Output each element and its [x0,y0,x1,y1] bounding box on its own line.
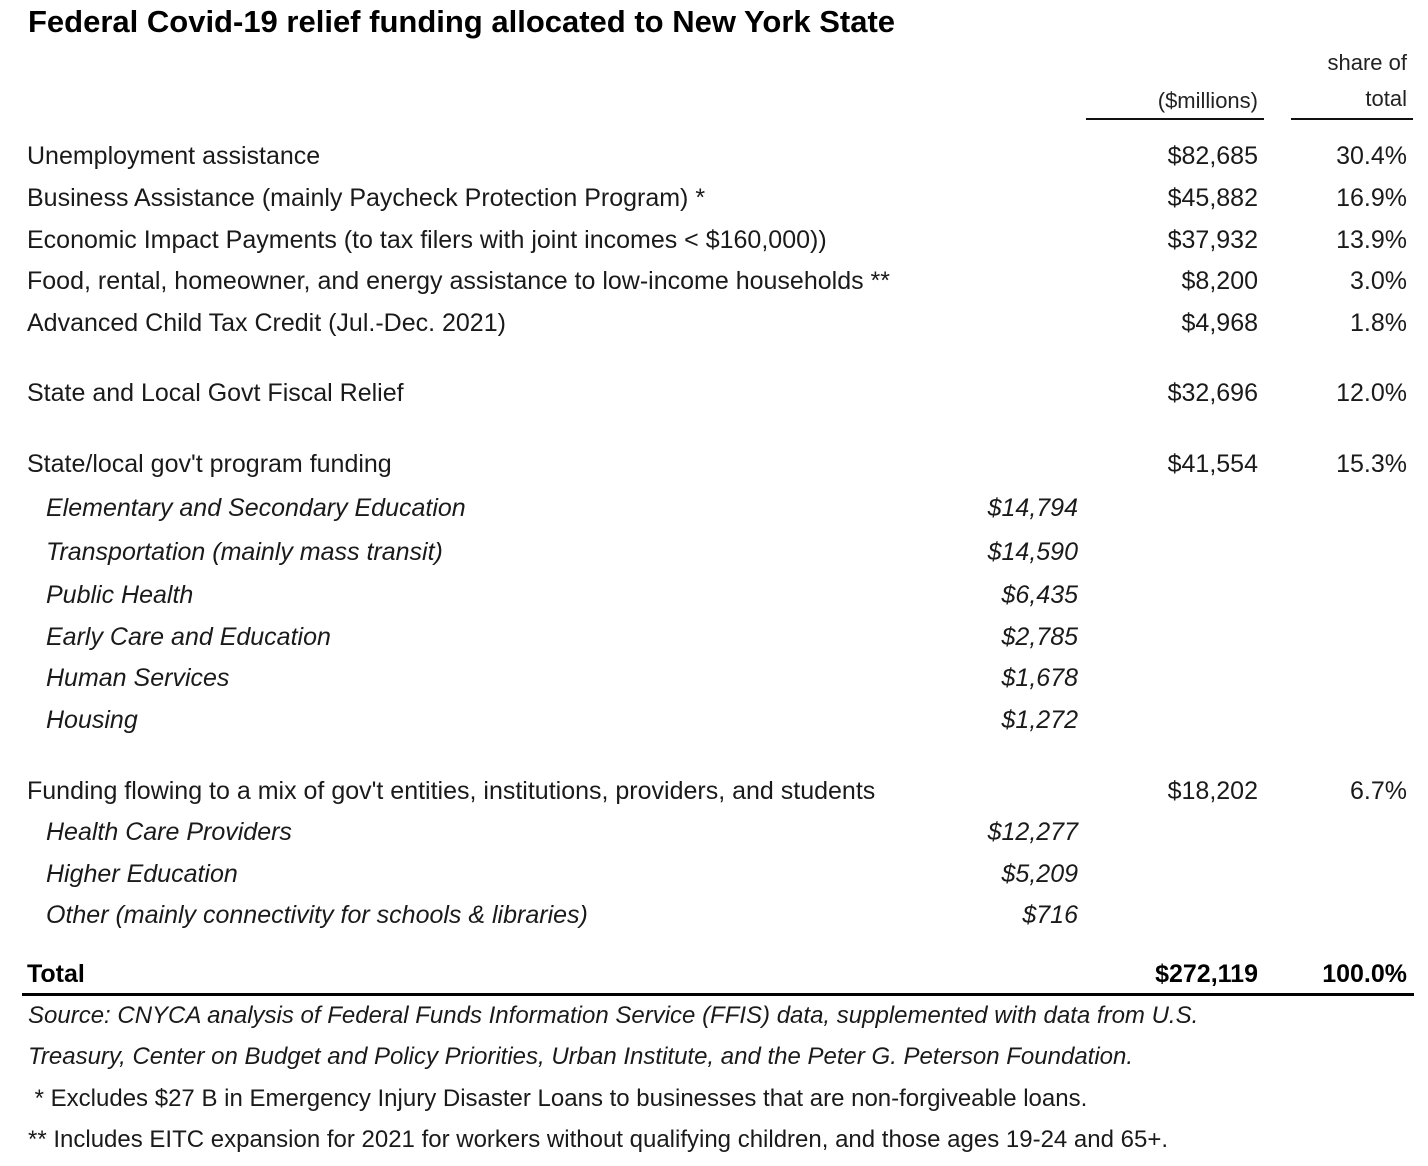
table-row [0,444,1428,486]
total-label: Total [27,960,85,988]
row-amount: $45,882 [1167,184,1258,212]
row-label: Business Assistance (mainly Paycheck Protection Program) * [27,184,706,212]
sub-row-amount: $5,209 [1001,860,1078,888]
row-share: 1.8% [1350,309,1407,337]
sub-row-label: Health Care Providers [46,818,292,846]
sub-row-label: Elementary and Secondary Education [46,494,466,522]
sub-row [0,575,1428,617]
row-label: Economic Impact Payments (to tax filers with joint incomes < $160,000)) [27,226,827,254]
row-amount: $8,200 [1181,267,1258,295]
row-label: Advanced Child Tax Credit (Jul.-Dec. 2021) [27,309,506,337]
sub-row-label: Human Services [46,664,230,692]
total-share: 100.0% [1322,960,1407,988]
row-amount: $82,685 [1167,142,1258,170]
row-share: 13.9% [1336,226,1407,254]
row-amount: $37,932 [1167,226,1258,254]
sub-row [0,532,1428,574]
table-row [0,771,1428,813]
sub-row-amount: $6,435 [1001,581,1078,609]
sub-row-label: Other (mainly connectivity for schools & libraries) [46,901,588,929]
total-row [0,956,1428,996]
row-label: Funding flowing to a mix of gov't entities, institutions, providers, and students [27,777,876,805]
table-row [0,136,1428,178]
row-share: 12.0% [1336,379,1407,407]
row-share: 15.3% [1336,450,1407,478]
sub-row-label: Public Health [46,581,194,609]
row-label: State/local gov't program funding [27,450,392,478]
row-share: 3.0% [1350,267,1407,295]
footnote-1: * Excludes $27 B in Emergency Injury Disaster Loans to businesses that are non-forgiveable loans. [28,1085,1088,1112]
sub-row-amount: $1,272 [1001,706,1078,734]
row-share: 16.9% [1336,184,1407,212]
table-row [0,261,1428,303]
row-label: State and Local Govt Fiscal Relief [27,379,404,407]
row-amount: $41,554 [1167,450,1258,478]
table-title: Federal Covid-19 relief funding allocated to New York State [28,4,896,39]
sub-row [0,895,1428,937]
sub-row-label: Early Care and Education [46,623,331,651]
row-amount: $4,968 [1181,309,1258,337]
sub-row-label: Housing [46,706,138,734]
header-share-line2: total [1365,86,1407,111]
header-amount-underline [1086,118,1264,120]
row-share: 30.4% [1336,142,1407,170]
footnote-2: ** Includes EITC expansion for 2021 for workers without qualifying children, and those ages 19-24 and 65+. [28,1126,1169,1153]
sub-row [0,854,1428,896]
sub-row [0,488,1428,530]
sub-row-label: Transportation (mainly mass transit) [46,538,443,566]
table-row [0,303,1428,345]
source-note-line1: Source: CNYCA analysis of Federal Funds Information Service (FFIS) data, supplemented with data from U.S. [28,1002,1199,1029]
table-row [0,178,1428,220]
sub-row-amount: $2,785 [1001,623,1078,651]
row-label: Food, rental, homeowner, and energy assistance to low-income households ** [27,267,891,295]
row-share: 6.7% [1350,777,1407,805]
header-share-line1: share of [1327,50,1407,75]
sub-row-amount: $14,794 [987,494,1078,522]
sub-row [0,617,1428,659]
source-note-line2: Treasury, Center on Budget and Policy Priorities, Urban Institute, and the Peter G. Peterson Foundation. [28,1043,1134,1070]
row-amount: $18,202 [1167,777,1258,805]
row-amount: $32,696 [1167,379,1258,407]
total-amount: $272,119 [1155,960,1258,988]
sub-row [0,658,1428,700]
sub-row-amount: $716 [1022,901,1078,929]
sub-row [0,700,1428,742]
table-row [0,373,1428,415]
sub-row-amount: $12,277 [987,818,1078,846]
header-share-underline [1291,118,1413,120]
total-rule [22,993,1414,996]
sub-row-amount: $14,590 [987,538,1078,566]
table-row [0,220,1428,262]
header-amount: ($millions) [1157,88,1258,113]
row-label: Unemployment assistance [27,142,321,170]
sub-row-amount: $1,678 [1001,664,1078,692]
sub-row-label: Higher Education [46,860,238,888]
sub-row [0,812,1428,854]
